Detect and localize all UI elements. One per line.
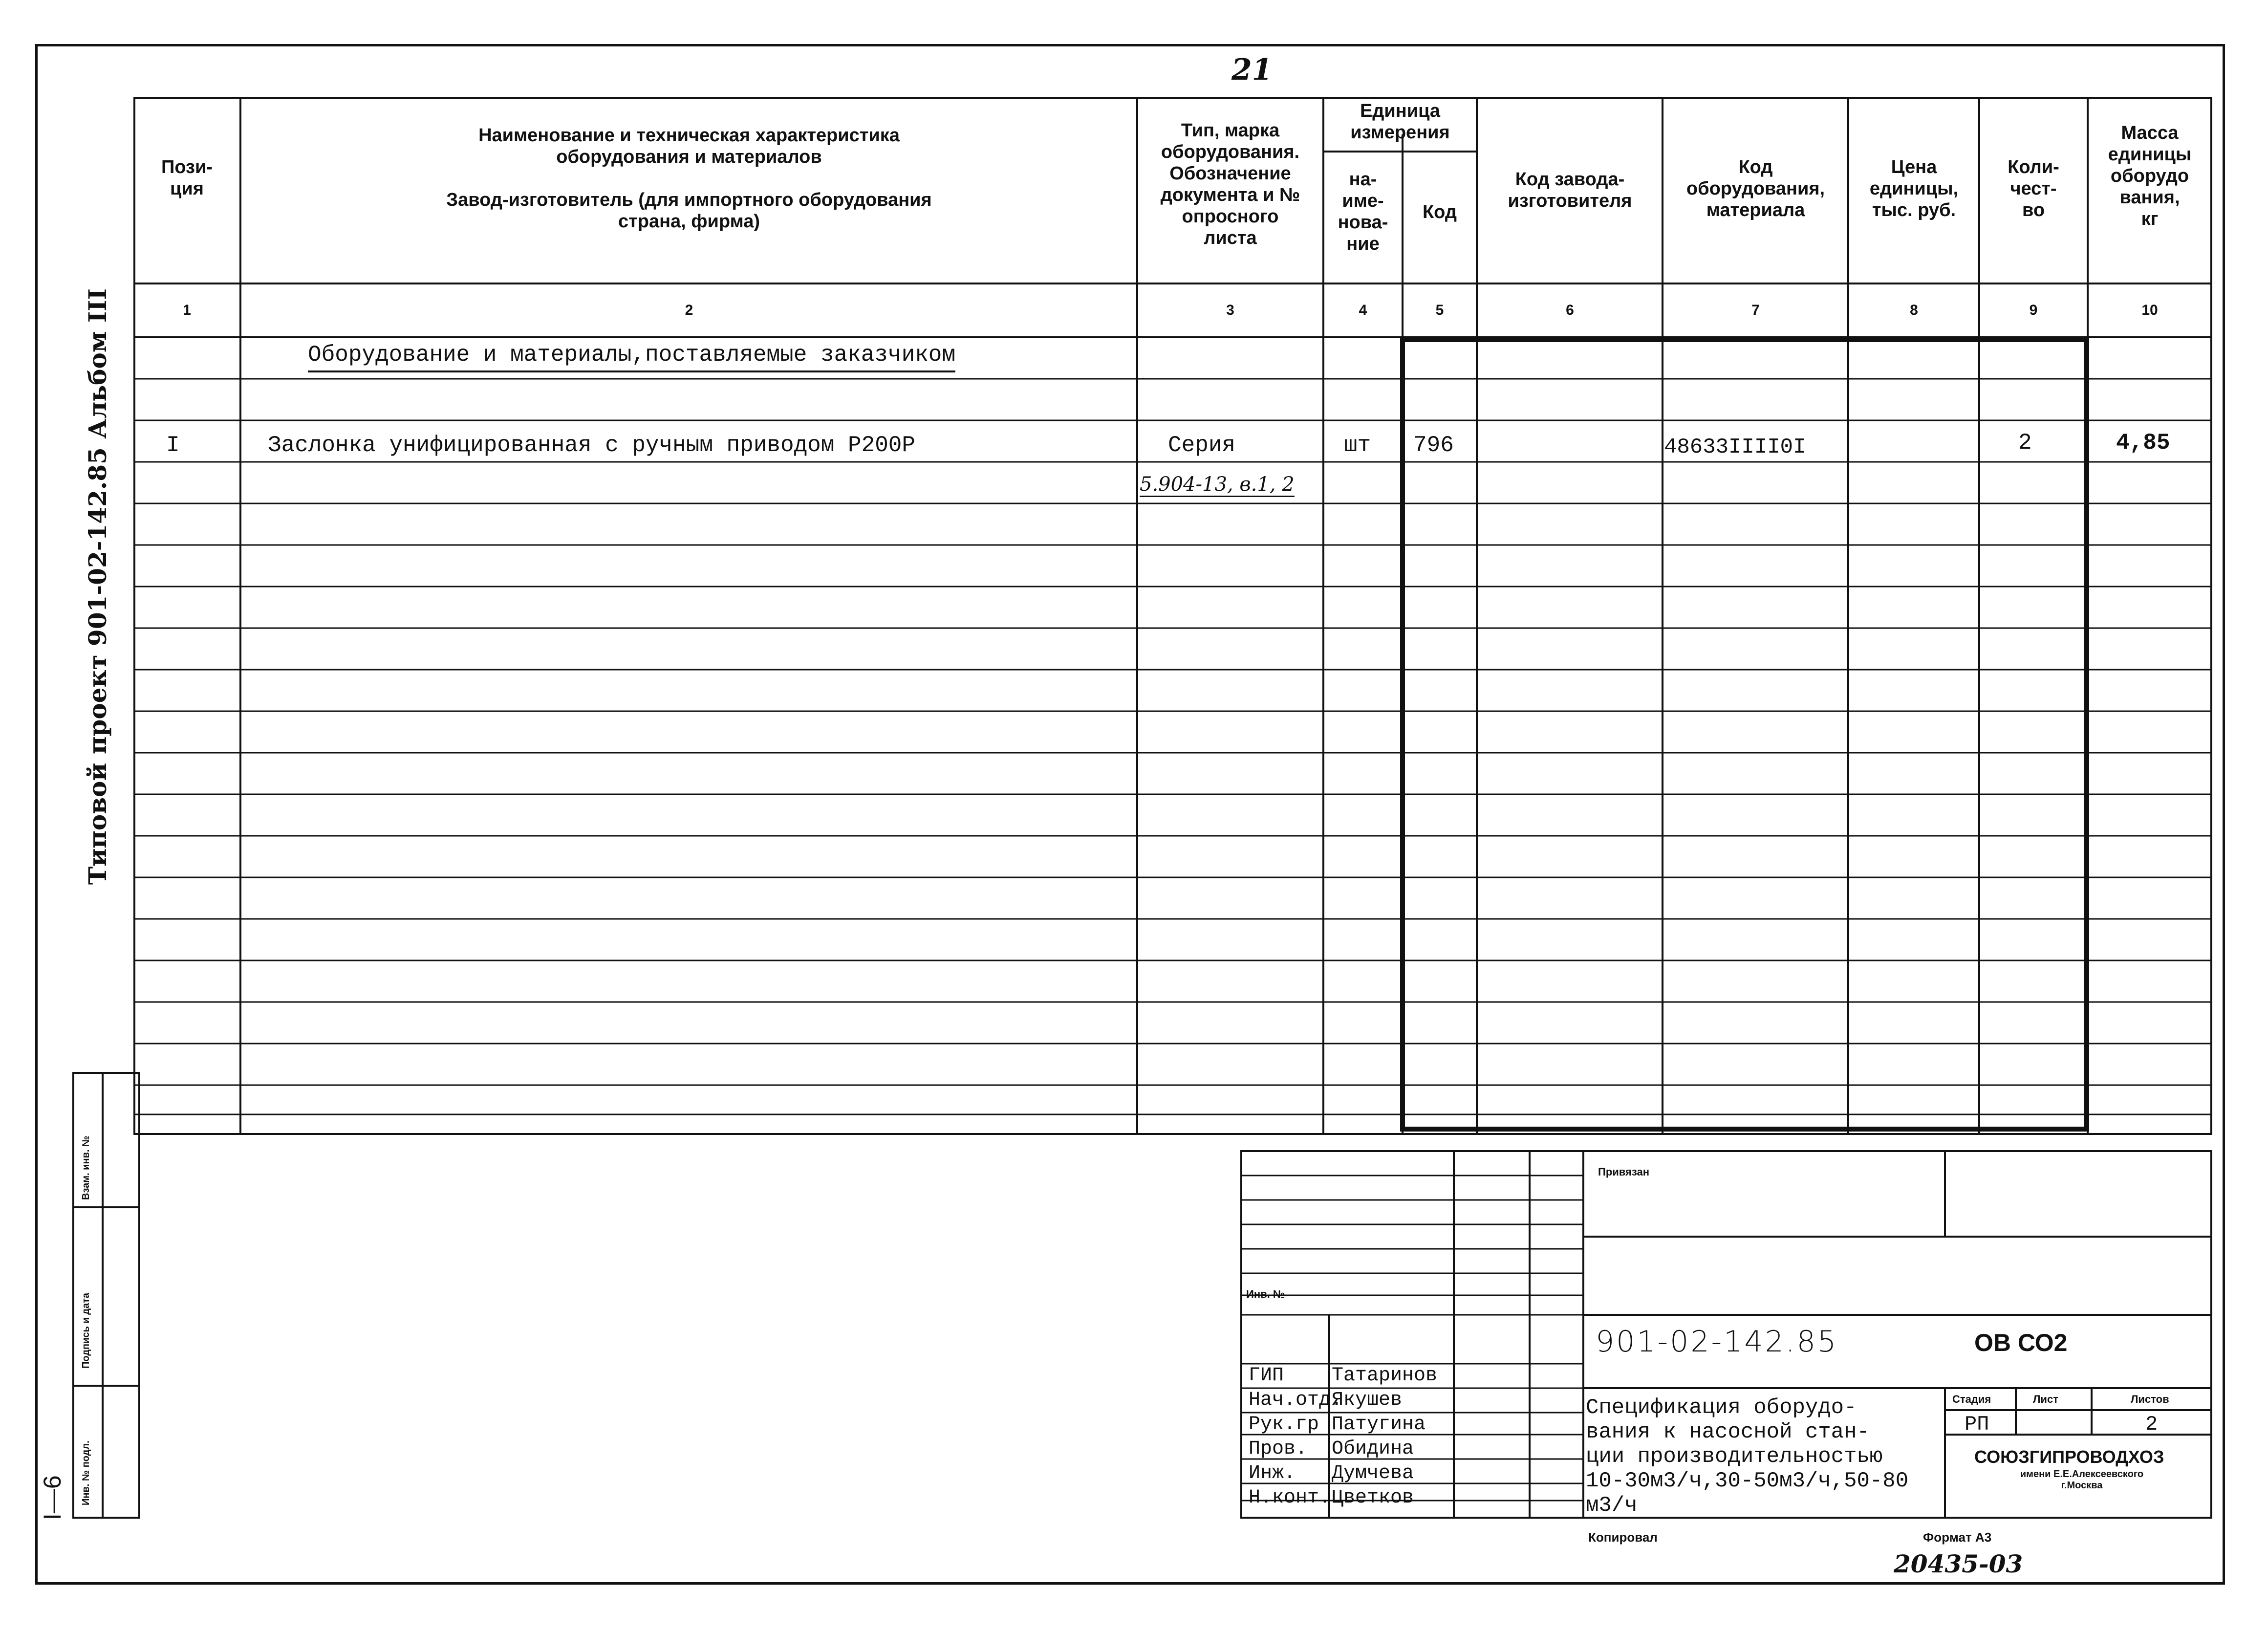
staff-role: Н.конт. <box>1249 1487 1331 1509</box>
col-header-5: Код <box>1422 202 1457 222</box>
col-header-7: Код оборудования, материала <box>1686 157 1825 220</box>
staff-name: Татаринов <box>1332 1365 1438 1387</box>
col-num-2: 2 <box>685 302 693 318</box>
row1-position: I <box>166 433 180 458</box>
col-num-10: 10 <box>2141 302 2158 318</box>
col-header-8: Цена единицы, тыс. руб. <box>1869 157 1959 220</box>
inv-no-label: Инв. № <box>1246 1288 1285 1300</box>
col-header-4: на- име- нова- ние <box>1338 169 1388 254</box>
staff-name: Думчева <box>1332 1462 1414 1484</box>
col-num-5: 5 <box>1435 302 1444 318</box>
row1-mass: 4,85 <box>2116 430 2170 456</box>
stamp-sign-date: Подпись и дата <box>81 1293 91 1369</box>
side-title: Типовой проект 901-02-142.85 Альбом III <box>83 288 112 885</box>
col-num-4: 4 <box>1359 302 1367 318</box>
staff-role: Рук.гр <box>1249 1414 1319 1436</box>
row1-equipment-code: 48633IIII0I <box>1664 435 1806 459</box>
row1-type-doc: 5.904-13, в.1, 2 <box>1140 473 1295 497</box>
col-num-9: 9 <box>2029 302 2038 318</box>
col-header-3: Тип, марка оборудования. Обозначение документа и № опросного листа <box>1160 120 1300 248</box>
section-title: Оборудование и материалы,поставляемые заказчиком <box>308 342 955 372</box>
staff-name: Якушев <box>1332 1389 1403 1411</box>
col-num-8: 8 <box>1910 302 1918 318</box>
sheet-label: Лист <box>2033 1393 2058 1405</box>
staff-name: Обидина <box>1332 1438 1414 1460</box>
org-sub: имени Е.Е.Алексеевского г.Москва <box>2020 1469 2144 1491</box>
staff-name: Цветков <box>1332 1487 1414 1509</box>
col-header-6: Код завода- изготовителя <box>1508 169 1632 211</box>
unit-group-header: Единица измерения <box>1350 101 1450 143</box>
sheets-label: Листов <box>2131 1393 2169 1405</box>
stage-label: Стадия <box>1952 1393 1991 1405</box>
col-header-9: Коли- чест- во <box>2008 157 2059 220</box>
format-label: Формат А3 <box>1923 1530 1992 1545</box>
staff-role: Пров. <box>1249 1438 1308 1460</box>
row1-unit-code: 796 <box>1413 433 1454 458</box>
doc-mark: ОВ СО2 <box>1974 1329 2068 1356</box>
col-num-6: 6 <box>1566 302 1574 318</box>
staff-name: Патугина <box>1332 1414 1426 1436</box>
col-header-10: Масса единицы оборудо вания, кг <box>2108 123 2192 229</box>
stage-value: РП <box>1965 1413 1989 1436</box>
footer-number: 20435-03 <box>1894 1549 2023 1578</box>
col-header-1: Пози- ция <box>161 157 213 199</box>
row1-name: Заслонка унифицированная с ручным приводом Р200Р <box>268 433 916 458</box>
sheets-value: 2 <box>2145 1413 2158 1436</box>
col-num-7: 7 <box>1751 302 1760 318</box>
staff-role: ГИП <box>1249 1365 1284 1387</box>
copied-label: Копировал <box>1588 1530 1658 1545</box>
col-num-3: 3 <box>1226 302 1234 318</box>
staff-role: Инж. <box>1249 1462 1296 1484</box>
stamp-replace-inv: Взам. инв. № <box>81 1135 91 1200</box>
doc-code: 901-02-142.85 <box>1596 1325 1838 1359</box>
page-number: 21 <box>1231 53 1273 87</box>
sheet-mark: I—6 <box>39 1475 66 1520</box>
col-num-1: 1 <box>183 302 191 318</box>
bound-label: Привязан <box>1598 1166 1650 1178</box>
row1-type: Серия <box>1168 433 1236 458</box>
stamp-inv-orig: Инв. № подл. <box>81 1440 91 1505</box>
col-header-2: Наименование и техническая характеристика оборудования и материалов Завод-изготовитель (для импортного оборудования страна, фирма) <box>446 125 932 232</box>
row1-unit-name: шт <box>1344 433 1371 458</box>
row1-quantity: 2 <box>2018 430 2032 456</box>
staff-role: Нач.отд. <box>1249 1389 1343 1411</box>
org-name: СОЮЗГИПРОВОДХОЗ <box>1974 1447 2164 1467</box>
doc-description: Спецификация оборудо- вания к насосной стан- ции производительностью 10-30м3/ч,30-50м3/ч,50-80 м3/ч <box>1586 1395 1909 1518</box>
